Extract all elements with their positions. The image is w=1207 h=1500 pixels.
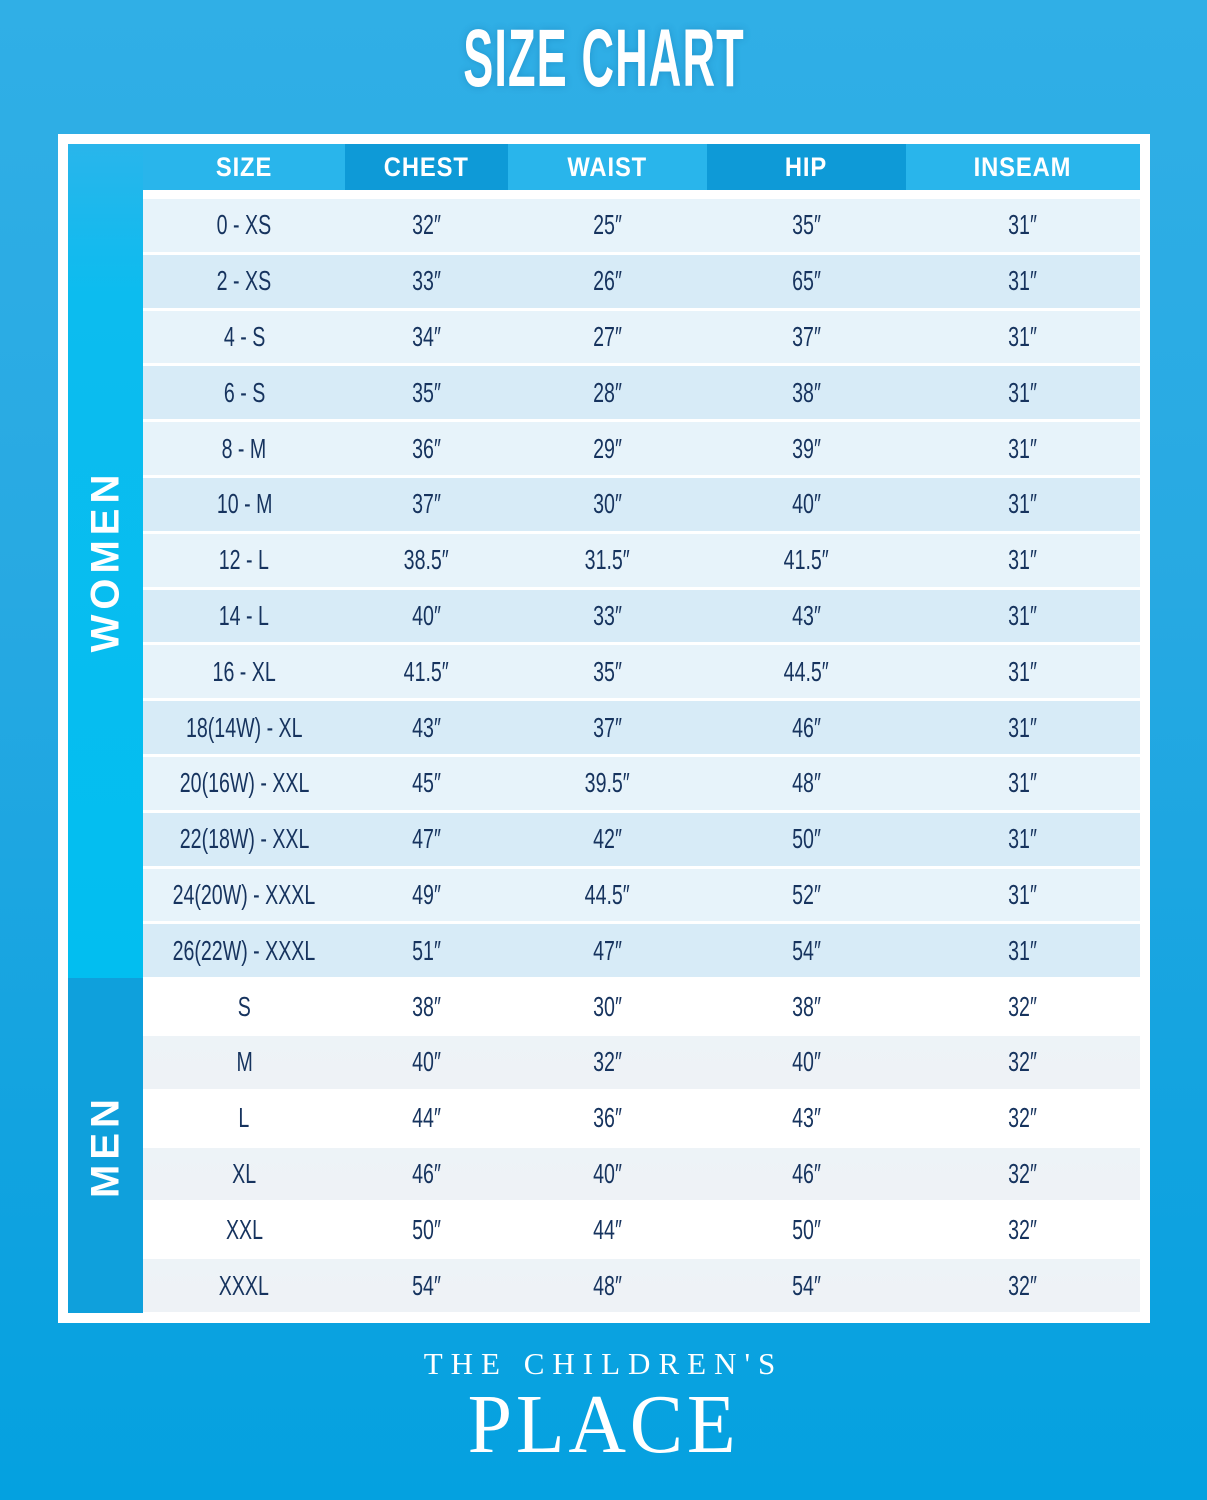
cell-size: S	[237, 990, 251, 1022]
cell-chest: 47″	[412, 823, 442, 855]
header-separator	[143, 190, 1140, 199]
cell-chest: 45″	[412, 767, 442, 799]
cell-waist: 25″	[593, 209, 622, 241]
cell-hip: 38″	[792, 376, 821, 408]
cell-hip: 38″	[792, 990, 821, 1022]
cell-hip: 50″	[792, 1213, 821, 1245]
cell-hip: 48″	[792, 767, 821, 799]
cell-chest: 38″	[412, 990, 442, 1022]
table-main	[143, 144, 1140, 1313]
cell-size: 16 - XL	[212, 655, 276, 687]
cell-waist: 29″	[593, 432, 622, 464]
table-row	[143, 534, 1140, 587]
table-row	[143, 757, 1140, 810]
cell-inseam: 31″	[1008, 767, 1038, 799]
cell-size: 20(16W) - XXL	[179, 767, 310, 799]
table-row	[143, 869, 1140, 922]
cell-waist: 39.5″	[585, 767, 631, 799]
cell-waist: 40″	[593, 1157, 622, 1189]
cell-inseam: 31″	[1008, 265, 1038, 297]
cell-size: 26(22W) - XXXL	[172, 934, 316, 966]
men-rows	[143, 980, 1140, 1312]
cell-chest: 35″	[412, 376, 442, 408]
cell-inseam: 32″	[1008, 990, 1038, 1022]
cell-waist: 44″	[593, 1213, 622, 1245]
header-inseam: INSEAM	[906, 144, 1140, 190]
cell-hip: 40″	[792, 1046, 821, 1078]
cell-size: 8 - M	[221, 432, 267, 464]
cell-inseam: 31″	[1008, 488, 1038, 520]
cell-waist: 30″	[593, 990, 622, 1022]
cell-hip: 52″	[792, 878, 821, 910]
cell-chest: 50″	[412, 1213, 442, 1245]
cell-waist: 47″	[593, 934, 622, 966]
cell-chest: 38.5″	[404, 544, 450, 576]
cell-size: 22(18W) - XXL	[179, 823, 310, 855]
cell-chest: 46″	[412, 1157, 442, 1189]
cell-size: 18(14W) - XL	[185, 711, 303, 743]
table-row	[143, 199, 1140, 252]
cell-size: XL	[232, 1157, 257, 1189]
cell-inseam: 31″	[1008, 599, 1038, 631]
cell-size: L	[238, 1102, 250, 1134]
brand-name-line1: THE CHILDREN'S	[423, 1346, 784, 1381]
table-row	[143, 1036, 1140, 1089]
cell-inseam: 32″	[1008, 1269, 1038, 1301]
cell-hip: 35″	[792, 209, 821, 241]
cell-waist: 30″	[593, 488, 622, 520]
cell-inseam: 31″	[1008, 878, 1038, 910]
brand-logo	[0, 1346, 1207, 1471]
cell-waist: 28″	[593, 376, 622, 408]
cell-size: XXXL	[219, 1269, 270, 1301]
table-row	[143, 422, 1140, 475]
women-rows	[143, 199, 1140, 977]
table-row	[143, 1092, 1140, 1145]
cell-hip: 40″	[792, 488, 821, 520]
table-row	[143, 255, 1140, 308]
cell-inseam: 31″	[1008, 376, 1038, 408]
table-row	[143, 366, 1140, 419]
cell-size: 6 - S	[223, 376, 265, 408]
cell-size: 0 - XS	[216, 209, 272, 241]
men-section-label: MEN	[83, 1093, 127, 1198]
cell-chest: 44″	[412, 1102, 442, 1134]
table-row	[143, 590, 1140, 643]
table-row	[143, 924, 1140, 977]
cell-chest: 51″	[412, 934, 442, 966]
cell-size: 12 - L	[219, 544, 270, 576]
header-hip: HIP	[707, 144, 905, 190]
cell-chest: 43″	[412, 711, 442, 743]
cell-chest: 54″	[412, 1269, 442, 1301]
page-title	[0, 13, 1207, 104]
cell-inseam: 31″	[1008, 823, 1038, 855]
cell-chest: 49″	[412, 878, 442, 910]
cell-size: XXL	[225, 1213, 263, 1245]
cell-waist: 44.5″	[585, 878, 631, 910]
cell-inseam: 32″	[1008, 1157, 1038, 1189]
cell-chest: 33″	[412, 265, 442, 297]
cell-size: 4 - S	[223, 320, 265, 352]
cell-chest: 40″	[412, 1046, 442, 1078]
cell-waist: 26″	[593, 265, 622, 297]
header-size: SIZE	[143, 144, 345, 190]
cell-inseam: 31″	[1008, 209, 1038, 241]
men-section-band	[68, 978, 143, 1313]
cell-chest: 32″	[412, 209, 442, 241]
cell-inseam: 31″	[1008, 432, 1038, 464]
size-chart-table	[58, 134, 1150, 1323]
cell-size: 2 - XS	[216, 265, 272, 297]
cell-inseam: 31″	[1008, 655, 1038, 687]
table-row	[143, 1148, 1140, 1201]
cell-hip: 43″	[792, 1102, 821, 1134]
cell-waist: 32″	[593, 1046, 622, 1078]
cell-waist: 27″	[593, 320, 622, 352]
cell-hip: 37″	[792, 320, 821, 352]
cell-inseam: 32″	[1008, 1046, 1038, 1078]
cell-hip: 50″	[792, 823, 821, 855]
cell-size: M	[236, 1046, 253, 1078]
page-title-text: SIZE CHART	[462, 13, 745, 104]
cell-size: 10 - M	[216, 488, 272, 520]
table-row	[143, 980, 1140, 1033]
table-header-row	[143, 144, 1140, 190]
cell-chest: 36″	[412, 432, 442, 464]
women-section-band	[68, 144, 143, 978]
cell-waist: 36″	[593, 1102, 622, 1134]
cell-inseam: 31″	[1008, 711, 1038, 743]
cell-hip: 65″	[792, 265, 821, 297]
table-row	[143, 645, 1140, 698]
cell-inseam: 31″	[1008, 320, 1038, 352]
cell-hip: 41.5″	[783, 544, 830, 576]
cell-waist: 42″	[593, 823, 622, 855]
table-row	[143, 311, 1140, 364]
cell-inseam: 31″	[1008, 934, 1038, 966]
cell-inseam: 32″	[1008, 1102, 1038, 1134]
table-row	[143, 813, 1140, 866]
brand-name-line2: PLACE	[467, 1378, 740, 1471]
cell-chest: 34″	[412, 320, 442, 352]
women-section-label: WOMEN	[83, 469, 127, 653]
cell-waist: 31.5″	[585, 544, 631, 576]
cell-hip: 54″	[792, 1269, 821, 1301]
cell-hip: 54″	[792, 934, 821, 966]
cell-waist: 37″	[593, 711, 622, 743]
cell-chest: 37″	[412, 488, 442, 520]
cell-chest: 40″	[412, 599, 442, 631]
header-chest: CHEST	[345, 144, 508, 190]
section-sidebar	[68, 144, 143, 1313]
cell-inseam: 31″	[1008, 544, 1038, 576]
cell-waist: 33″	[593, 599, 622, 631]
cell-chest: 41.5″	[404, 655, 450, 687]
table-row	[143, 1203, 1140, 1256]
cell-waist: 48″	[593, 1269, 622, 1301]
table-row	[143, 701, 1140, 754]
cell-hip: 46″	[792, 1157, 821, 1189]
cell-hip: 39″	[792, 432, 821, 464]
cell-hip: 44.5″	[783, 655, 830, 687]
table-body	[143, 199, 1140, 1313]
cell-size: 14 - L	[219, 599, 270, 631]
cell-waist: 35″	[593, 655, 622, 687]
cell-inseam: 32″	[1008, 1213, 1038, 1245]
cell-hip: 43″	[792, 599, 821, 631]
cell-size: 24(20W) - XXXL	[172, 878, 316, 910]
table-row	[143, 478, 1140, 531]
cell-hip: 46″	[792, 711, 821, 743]
header-waist: WAIST	[508, 144, 707, 190]
table-row	[143, 1259, 1140, 1312]
